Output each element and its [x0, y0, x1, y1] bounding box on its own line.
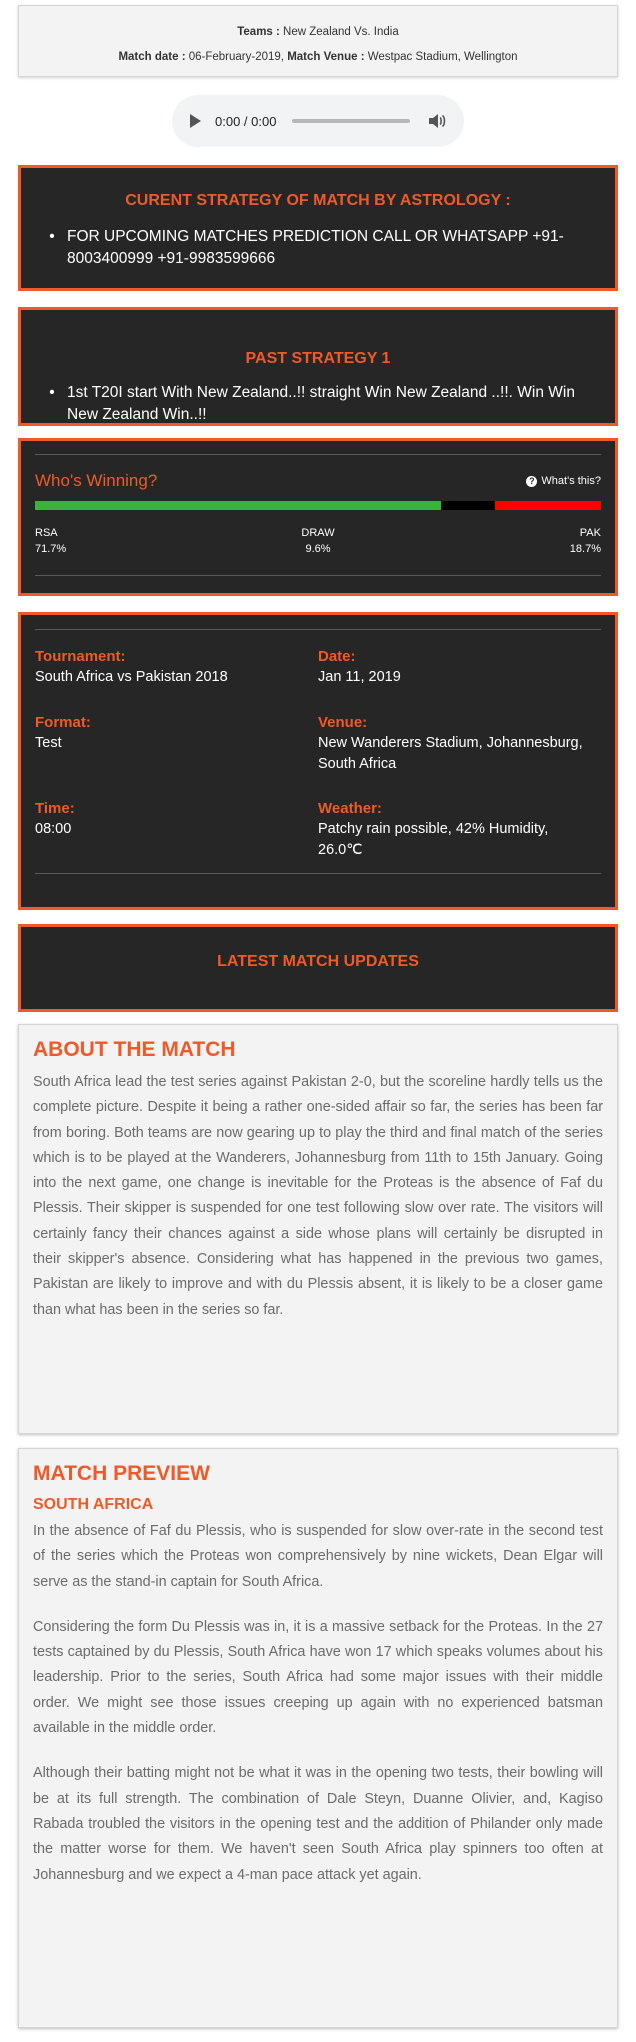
divider: [35, 629, 601, 630]
match-preview-section: [18, 1448, 618, 2028]
past-strategy-item: [37, 382, 599, 426]
whats-this-link[interactable]: [526, 475, 601, 487]
date-cell: [318, 647, 601, 713]
audio-progress-track[interactable]: [292, 119, 410, 123]
audio-time: 0:00 / 0:00: [215, 113, 277, 129]
rsa-label: RSA: [35, 527, 58, 539]
pak-segment: [495, 501, 601, 510]
teams-label: Teams :: [237, 26, 280, 38]
preview-paragraph: In the absence of Faf du Plessis, who is suspended for slow over-rate in the second test of the series which the Proteas won comprehensively by nine wickets, Dean Elgar will serve as the stand-in captain for South Africa.: [33, 1523, 603, 1590]
page: [18, 0, 618, 2028]
format-value: Test: [35, 735, 62, 751]
whos-winning-box: [18, 438, 618, 596]
divider: [35, 454, 601, 455]
venue-value: New Wanderers Stadium, Johannesburg, South Africa: [318, 735, 583, 772]
match-preview-title: MATCH PREVIEW: [33, 1462, 210, 1485]
tournament-value: South Africa vs Pakistan 2018: [35, 669, 228, 685]
divider: [35, 575, 601, 576]
weather-value: Patchy rain possible, 42% Humidity, 26.0℃: [318, 821, 549, 858]
past-strategy-box: [18, 307, 618, 426]
pak-label: PAK: [579, 527, 601, 539]
audio-player[interactable]: [172, 95, 464, 147]
match-details-grid: [35, 647, 601, 869]
bullet-icon: •: [49, 384, 55, 401]
draw-label: DRAW: [301, 527, 335, 539]
time-label: Time:: [35, 800, 75, 817]
date-value: Jan 11, 2019: [318, 669, 401, 685]
latest-updates-box: [18, 924, 618, 1012]
match-date-label: Match date :: [118, 51, 186, 63]
divider: [35, 873, 601, 874]
latest-updates-title: LATEST MATCH UPDATES: [217, 953, 419, 970]
audio-section: [18, 77, 618, 165]
past-strategy-title: PAST STRATEGY 1: [245, 350, 391, 367]
win-probability-labels: [35, 525, 601, 557]
win-probability-bar: [35, 501, 601, 510]
weather-label: Weather:: [318, 800, 382, 817]
draw-segment: [441, 501, 495, 510]
current-strategy-text: FOR UPCOMING MATCHES PREDICTION CALL OR WHATSAPP +91-8003400999 +91-9983599666: [67, 228, 564, 267]
rsa-probability: [35, 525, 66, 557]
time-cell: [35, 799, 318, 869]
date-label: Date:: [318, 648, 356, 665]
preview-paragraph: Considering the form Du Plessis was in, it is a massive setback for the Proteas. In the 27 tests captained by du Plessis, South Africa have won 17 which speaks volumes about his leadership. Prior to the series, South Africa had some major issues with their middle order. We might see those issues creeping up again with no experienced batsman available in the middle order.: [33, 1618, 603, 1737]
tournament-label: Tournament:: [35, 648, 126, 665]
current-strategy-box: [18, 165, 618, 291]
current-strategy-title: CURENT STRATEGY OF MATCH BY ASTROLOGY :: [125, 192, 511, 209]
draw-probability: [301, 525, 334, 557]
pak-percent: 18.7%: [569, 543, 601, 555]
about-match-section: [18, 1024, 618, 1434]
weather-cell: [318, 799, 601, 869]
whos-winning-header: [35, 471, 601, 491]
match-venue-value: Westpac Stadium, Wellington: [367, 51, 518, 63]
past-strategy-text: 1st T20I start With New Zealand..!! straight Win New Zealand ..!!. Win Win New Zealand Win..!!: [67, 384, 575, 423]
teams-line: [19, 20, 617, 45]
about-match-title: ABOUT THE MATCH: [33, 1038, 236, 1061]
team-subtitle: SOUTH AFRICA: [33, 1496, 154, 1513]
rsa-segment: [35, 501, 441, 510]
whos-winning-title: Who's Winning?: [35, 471, 158, 490]
preview-paragraph: Although their batting might not be what it was in the opening two tests, their bowling will be at its full strength. The combination of Dale Steyn, Duanne Olivier, and, Kagiso Rabada troubled the visitors in the opening test and the addition of Philander only made the matter worse for them. We haven't seen South Africa play spinners too often at Johannesburg and we expect a 4-man pace attack yet again.: [33, 1765, 603, 1883]
format-cell: [35, 713, 318, 799]
venue-label: Venue:: [318, 714, 368, 731]
pak-probability: [570, 525, 601, 557]
current-strategy-item: [37, 226, 599, 270]
rsa-percent: 71.7%: [35, 543, 67, 555]
play-icon[interactable]: [190, 114, 201, 128]
draw-percent: 9.6%: [305, 543, 331, 555]
about-match-text: South Africa lead the test series against Pakistan 2-0, but the scoreline hardly tells us the complete picture. Despite it being a rather one-sided affair so far, the series has been far from boring. Both teams are now gearing up to play the third and final match of the series which is to be played at the Wanderers, Johannesburg from 11th to 15th January. Going into the next game, one change is inevitable for the Proteas is the absence of Faf du Plessis. Their skipper is suspended for one test following slow over rate. The visitors will certainly fancy their chances against a side whose plans will certainly be disrupted in their skipper's absence. Considering what has happened in the previous two games, Pakistan are likely to improve and with du Plessis absent, it is likely to be a closer game than what has been in the series so far.: [33, 1074, 603, 1318]
time-value: 08:00: [35, 821, 72, 837]
venue-cell: [318, 713, 601, 799]
match-details-box: [18, 612, 618, 910]
date-venue-line: [19, 45, 617, 70]
whats-this-label: What's this?: [541, 475, 601, 487]
tournament-cell: [35, 647, 318, 713]
bullet-icon: •: [49, 228, 55, 245]
format-label: Format:: [35, 714, 91, 731]
question-icon: ?: [526, 476, 537, 487]
match-date-value: 06-February-2019,: [188, 51, 284, 63]
match-info-box: [18, 5, 618, 77]
match-venue-label: Match Venue :: [287, 51, 365, 63]
teams-value: New Zealand Vs. India: [283, 26, 399, 38]
volume-icon[interactable]: [428, 113, 446, 129]
